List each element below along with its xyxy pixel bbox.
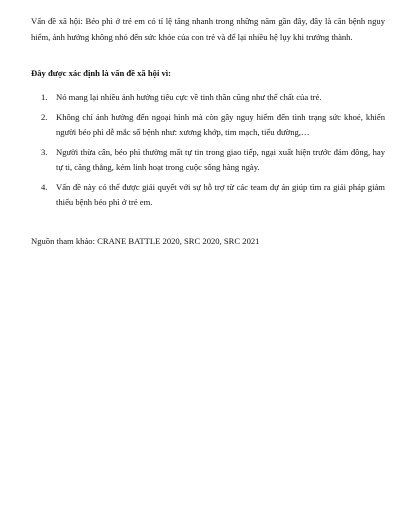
reasons-list [31, 90, 385, 215]
list-item-text: Nó mang lại nhiều ảnh hưởng tiêu cực về tinh thần cũng như thể chất của trẻ. [56, 92, 322, 102]
list-item [31, 110, 385, 141]
intro-paragraph: Vấn đề xã hội: Béo phì ở trẻ em có tỉ lệ tăng nhanh trong những năm gần đây, đây là căn bệnh nguy hiểm, ảnh hưởng không nhỏ đến sức khỏe của con trẻ và để lại nhiều hệ lụy khi trưởng thành. [31, 16, 385, 42]
list-item-text: Vấn đề này có thể được giải quyết với sự hỗ trợ từ các team dự án giúp tìm ra giải pháp giảm thiểu bệnh béo phì ở trẻ em. [56, 181, 385, 207]
list-item [31, 90, 385, 106]
list-item [31, 145, 385, 176]
source-reference: Nguồn tham khảo: CRANE BATTLE 2020, SRC 2020, SRC 2021 [31, 236, 260, 246]
list-item-number: 1. [41, 92, 48, 102]
section-heading: Đây được xác định là vấn đề xã hội vì: [31, 68, 172, 78]
list-item [31, 180, 385, 211]
list-item-text: Người thừa cân, béo phì thường mất tự tin trong giao tiếp, ngại xuất hiện trước đám đông, hay tự ti, căng thẳng, kém linh hoạt trong cuộc sống hàng ngày. [56, 146, 385, 172]
list-item-number: 2. [41, 111, 48, 122]
list-item-number: 4. [41, 181, 48, 192]
list-item-number: 3. [41, 146, 48, 157]
list-item-text: Không chỉ ảnh hưởng đến ngoại hình mà còn gây nguy hiểm đến tình trạng sức khoẻ, khiến người béo phì dễ mắc số bệnh như: xương khớp, tim mạch, tiểu đường,… [56, 111, 385, 137]
